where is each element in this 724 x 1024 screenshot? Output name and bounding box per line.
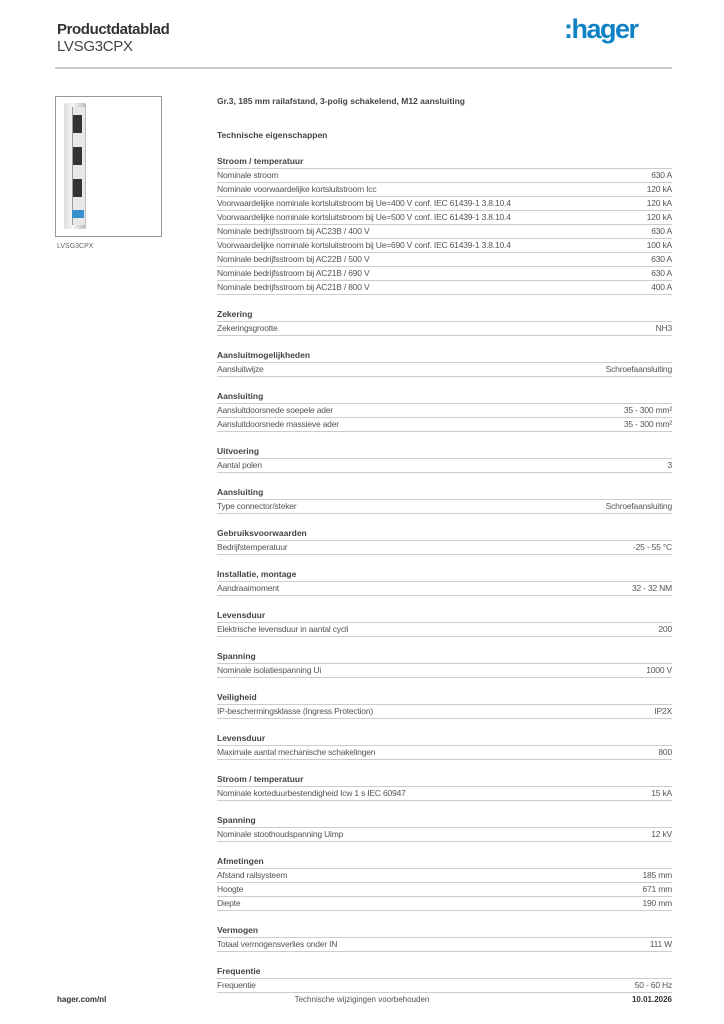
spec-section [217, 445, 672, 473]
spec-row [217, 211, 672, 225]
spec-value: 120 kA [646, 198, 672, 208]
section-title: Spanning [217, 814, 672, 828]
footer-date: 10.01.2026 [631, 995, 672, 1004]
spec-section [217, 349, 672, 377]
spec-value: Schroefaansluiting [605, 501, 672, 511]
spec-value: 630 A [651, 254, 672, 264]
spec-value: 1000 V [646, 665, 672, 675]
product-image [55, 96, 162, 237]
section-title: Veiligheid [217, 691, 672, 705]
spec-label: Nominale korteduurbestendigheid Icw 1 s IEC 60947 [217, 788, 406, 798]
spec-row [217, 239, 672, 253]
spec-value: 190 mm [642, 898, 672, 908]
spec-value: 100 kA [646, 240, 672, 250]
spec-label: Type connector/steker [217, 501, 297, 511]
spec-section [217, 732, 672, 760]
spec-value: 15 kA [651, 788, 672, 798]
spec-label: Maximale aantal mechanische schakelingen [217, 747, 376, 757]
section-title: Levensduur [217, 609, 672, 623]
spec-value: 3 [667, 460, 672, 470]
spec-value: 671 mm [642, 884, 672, 894]
spec-label: Diepte [217, 898, 241, 908]
spec-value: 630 A [651, 170, 672, 180]
spec-section [217, 390, 672, 432]
spec-value: 400 A [651, 282, 672, 292]
spec-row [217, 623, 672, 637]
spec-row [217, 363, 672, 377]
spec-label: Afstand railsysteem [217, 870, 288, 880]
spec-row [217, 169, 672, 183]
spec-label: Aantal polen [217, 460, 262, 470]
spec-row [217, 787, 672, 801]
spec-value: Schroefaansluiting [605, 364, 672, 374]
spec-value: 630 A [651, 268, 672, 278]
spec-row [217, 897, 672, 911]
spec-value: NH3 [655, 323, 672, 333]
section-title: Stroom / temperatuur [217, 155, 672, 169]
spec-row [217, 938, 672, 952]
spec-row [217, 582, 672, 596]
product-code: LVSG3CPX [57, 38, 133, 55]
spec-section [217, 527, 672, 555]
spec-value: 120 kA [646, 184, 672, 194]
spec-row [217, 281, 672, 295]
section-title: Afmetingen [217, 855, 672, 869]
footer-notice: Technische wijzigingen voorbehouden [294, 995, 430, 1004]
spec-label: Nominale isolatiespanning Ui [217, 665, 322, 675]
spec-row [217, 197, 672, 211]
section-title: Uitvoering [217, 445, 672, 459]
spec-row [217, 541, 672, 555]
spec-column [217, 96, 672, 993]
spec-value: 35 - 300 mm² [623, 405, 672, 415]
section-title: Zekering [217, 308, 672, 322]
spec-section [217, 308, 672, 336]
spec-label: Zekeringsgrootte [217, 323, 278, 333]
spec-label: Nominale bedrijfsstroom bij AC22B / 500 V [217, 254, 370, 264]
spec-label: Voorwaardelijke nominale kortsluitstroom bij Ue=690 V conf. IEC 61439-1 3.8.10.4 [217, 240, 511, 250]
spec-label: IP-beschermingsklasse (Ingress Protection) [217, 706, 373, 716]
hager-logo: :hager [564, 14, 638, 44]
section-title: Vermogen [217, 924, 672, 938]
section-title: Aansluiting [217, 486, 672, 500]
spec-row [217, 883, 672, 897]
spec-value: 200 [658, 624, 672, 634]
spec-label: Aansluitdoorsnede soepele ader [217, 405, 333, 415]
section-title: Spanning [217, 650, 672, 664]
spec-value: 800 [658, 747, 672, 757]
spec-value: 630 A [651, 226, 672, 236]
spec-label: Aansluitdoorsnede massieve ader [217, 419, 339, 429]
spec-value: 12 kV [651, 829, 672, 839]
spec-row [217, 418, 672, 432]
section-title: Installatie, montage [217, 568, 672, 582]
tech-heading: Technische eigenschappen [217, 130, 328, 140]
section-title: Frequentie [217, 965, 672, 979]
spec-label: Bedrijfstemperatuur [217, 542, 288, 552]
spec-row [217, 267, 672, 281]
spec-sections [217, 155, 672, 993]
spec-label: Voorwaardelijke nominale kortsluitstroom bij Ue=500 V conf. IEC 61439-1 3.8.10.4 [217, 212, 511, 222]
spec-row [217, 500, 672, 514]
spec-label: Nominale voorwaardelijke kortsluitstroom Icc [217, 184, 377, 194]
spec-row [217, 322, 672, 336]
spec-row [217, 404, 672, 418]
spec-row [217, 664, 672, 678]
spec-row [217, 869, 672, 883]
spec-section [217, 814, 672, 842]
spec-section [217, 855, 672, 911]
spec-section [217, 609, 672, 637]
spec-label: Elektrische levensduur in aantal cycli [217, 624, 349, 634]
product-description: Gr.3, 185 mm railafstand, 3-polig schakelend, M12 aansluiting [217, 96, 465, 106]
spec-value: 120 kA [646, 212, 672, 222]
spec-value: 50 - 60 Hz [634, 980, 672, 990]
spec-section [217, 965, 672, 993]
spec-value: 111 W [649, 939, 672, 949]
spec-row [217, 746, 672, 760]
spec-value: 35 - 300 mm² [623, 419, 672, 429]
spec-row [217, 225, 672, 239]
page-title: Productdatablad [57, 21, 170, 38]
spec-label: Hoogte [217, 884, 244, 894]
spec-value: 185 mm [642, 870, 672, 880]
spec-label: Nominale stoothoudspanning Uimp [217, 829, 344, 839]
spec-value: -25 - 55 °C [633, 542, 672, 552]
section-title: Gebruiksvoorwaarden [217, 527, 672, 541]
spec-label: Nominale bedrijfsstroom bij AC21B / 800 V [217, 282, 370, 292]
spec-label: Nominale bedrijfsstroom bij AC21B / 690 V [217, 268, 370, 278]
section-title: Levensduur [217, 732, 672, 746]
spec-value: IP2X [654, 706, 672, 716]
spec-section [217, 486, 672, 514]
section-title: Aansluitmogelijkheden [217, 349, 672, 363]
spec-section [217, 650, 672, 678]
spec-section [217, 773, 672, 801]
spec-label: Voorwaardelijke nominale kortsluitstroom bij Ue=400 V conf. IEC 61439-1 3.8.10.4 [217, 198, 511, 208]
spec-row [217, 459, 672, 473]
section-title: Aansluiting [217, 390, 672, 404]
spec-label: Nominale bedrijfsstroom bij AC23B / 400 V [217, 226, 370, 236]
spec-label: Aansluitwijze [217, 364, 264, 374]
spec-section [217, 691, 672, 719]
section-title: Stroom / temperatuur [217, 773, 672, 787]
spec-section [217, 924, 672, 952]
spec-row [217, 183, 672, 197]
spec-value: 32 - 32 NM [631, 583, 672, 593]
spec-row [217, 705, 672, 719]
header-divider [55, 67, 672, 69]
spec-label: Totaal vermogensverlies onder IN [217, 939, 338, 949]
spec-row [217, 979, 672, 993]
spec-label: Aandraaimoment [217, 583, 279, 593]
spec-section [217, 155, 672, 295]
spec-row [217, 253, 672, 267]
image-caption: LVSG3CPX [57, 243, 94, 250]
spec-row [217, 828, 672, 842]
spec-section [217, 568, 672, 596]
spec-label: Nominale stroom [217, 170, 279, 180]
spec-label: Frequentie [217, 980, 256, 990]
footer-website[interactable]: hager.com/nl [57, 995, 107, 1004]
